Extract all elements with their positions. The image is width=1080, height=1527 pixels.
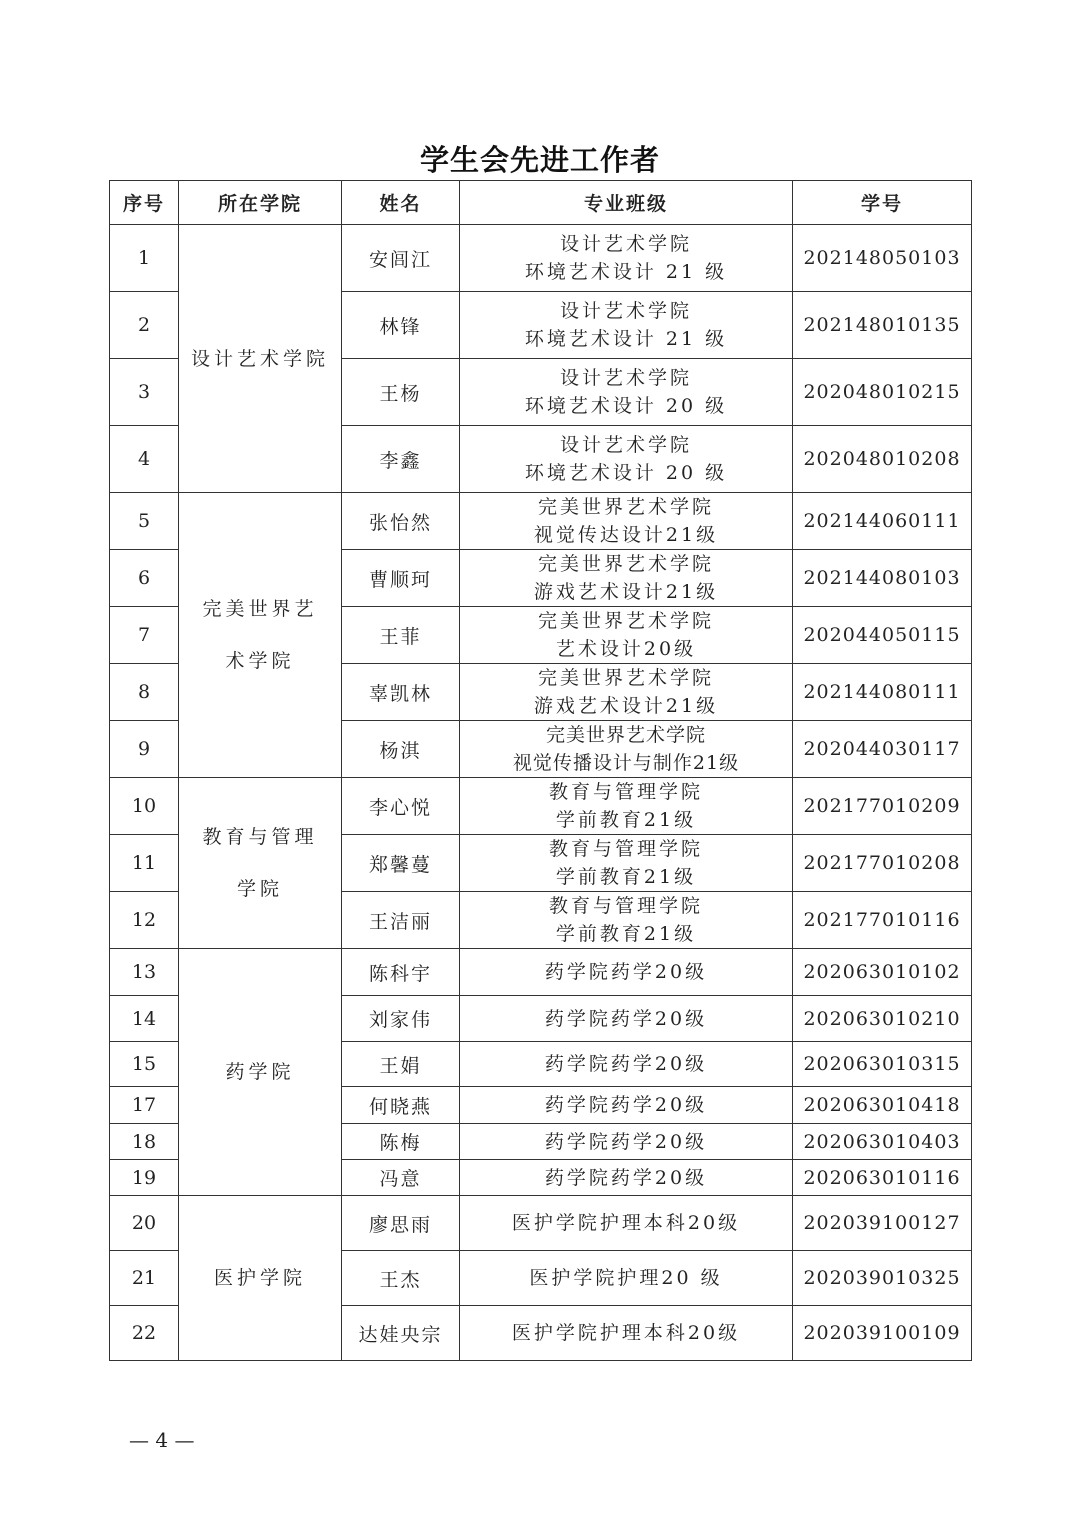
college-cell: 教育与管理学院 xyxy=(179,778,342,949)
seq-cell: 18 xyxy=(110,1124,179,1160)
major-line: 环境艺术设计 20 级 xyxy=(524,395,728,417)
table-row xyxy=(110,1196,972,1251)
college-cell: 药学院 xyxy=(179,949,342,1196)
major-line: 设计艺术学院 xyxy=(559,367,692,389)
college-cell: 设计艺术学院 xyxy=(179,225,342,493)
major-line: 环境艺术设计 21 级 xyxy=(524,261,728,283)
major-line: 视觉传达设计21级 xyxy=(533,524,719,546)
student-id-cell: 202177010208 xyxy=(793,835,972,892)
student-id-cell: 202148050103 xyxy=(793,225,972,292)
student-id-cell: 202039010325 xyxy=(793,1251,972,1306)
major-line: 教育与管理学院 xyxy=(548,781,703,803)
seq-cell: 4 xyxy=(110,426,179,493)
major-cell: 药学院药学20级 xyxy=(460,1160,793,1196)
college-cell: 完美世界艺术学院 xyxy=(179,493,342,778)
name-cell: 杨淇 xyxy=(342,721,460,778)
major-line: 完美世界艺术学院 xyxy=(537,667,714,689)
major-cell: 医护学院护理本科20级 xyxy=(460,1306,793,1361)
major-cell xyxy=(460,892,793,949)
seq-cell: 15 xyxy=(110,1042,179,1087)
student-id-cell: 202063010116 xyxy=(793,1160,972,1196)
header-name: 姓名 xyxy=(342,181,460,225)
roster-table xyxy=(109,180,972,1361)
student-id-cell: 202039100109 xyxy=(793,1306,972,1361)
name-cell: 王洁丽 xyxy=(342,892,460,949)
major-cell xyxy=(460,359,793,426)
major-line: 学前教育21级 xyxy=(555,809,697,831)
page-title: 学生会先进工作者 xyxy=(419,143,660,177)
student-id-cell: 202048010208 xyxy=(793,426,972,493)
seq-cell: 19 xyxy=(110,1160,179,1196)
major-line: 学前教育21级 xyxy=(555,866,697,888)
header-student-id: 学号 xyxy=(793,181,972,225)
major-line: 完美世界艺术学院 xyxy=(537,610,714,632)
name-cell: 廖思雨 xyxy=(342,1196,460,1251)
student-id-cell: 202063010210 xyxy=(793,996,972,1042)
name-cell: 陈科宇 xyxy=(342,949,460,996)
name-cell: 辜凯林 xyxy=(342,664,460,721)
seq-cell: 6 xyxy=(110,550,179,607)
major-cell: 药学院药学20级 xyxy=(460,949,793,996)
name-cell: 达娃央宗 xyxy=(342,1306,460,1361)
name-cell: 郑馨蔓 xyxy=(342,835,460,892)
seq-cell: 14 xyxy=(110,996,179,1042)
major-line: 教育与管理学院 xyxy=(548,838,703,860)
seq-cell: 9 xyxy=(110,721,179,778)
major-cell xyxy=(460,778,793,835)
major-cell: 药学院药学20级 xyxy=(460,996,793,1042)
student-id-cell: 202063010315 xyxy=(793,1042,972,1087)
student-id-cell: 202144080111 xyxy=(793,664,972,721)
seq-cell: 21 xyxy=(110,1251,179,1306)
major-line: 艺术设计20级 xyxy=(555,638,697,660)
student-id-cell: 202044030117 xyxy=(793,721,972,778)
name-cell: 王杨 xyxy=(342,359,460,426)
major-line: 设计艺术学院 xyxy=(559,434,692,456)
name-cell: 林锋 xyxy=(342,292,460,359)
seq-cell: 2 xyxy=(110,292,179,359)
seq-cell: 13 xyxy=(110,949,179,996)
student-id-cell: 202063010418 xyxy=(793,1087,972,1124)
major-line: 教育与管理学院 xyxy=(548,895,703,917)
student-id-cell: 202177010209 xyxy=(793,778,972,835)
header-row xyxy=(110,181,972,225)
name-cell: 何晓燕 xyxy=(342,1087,460,1124)
major-cell xyxy=(460,550,793,607)
major-line: 环境艺术设计 20 级 xyxy=(524,462,728,484)
name-cell: 安闾江 xyxy=(342,225,460,292)
table-row xyxy=(110,778,972,835)
seq-cell: 5 xyxy=(110,493,179,550)
seq-cell: 7 xyxy=(110,607,179,664)
student-id-cell: 202177010116 xyxy=(793,892,972,949)
seq-cell: 10 xyxy=(110,778,179,835)
student-id-cell: 202148010135 xyxy=(793,292,972,359)
seq-cell: 17 xyxy=(110,1087,179,1124)
name-cell: 王杰 xyxy=(342,1251,460,1306)
major-cell: 药学院药学20级 xyxy=(460,1124,793,1160)
student-id-cell: 202048010215 xyxy=(793,359,972,426)
major-line: 完美世界艺术学院 xyxy=(537,496,714,518)
major-cell xyxy=(460,835,793,892)
major-line: 视觉传播设计与制作21级 xyxy=(512,752,740,774)
major-cell xyxy=(460,721,793,778)
name-cell: 张怡然 xyxy=(342,493,460,550)
name-cell: 王菲 xyxy=(342,607,460,664)
major-cell xyxy=(460,493,793,550)
seq-cell: 11 xyxy=(110,835,179,892)
major-cell xyxy=(460,426,793,493)
major-line: 设计艺术学院 xyxy=(559,233,692,255)
seq-cell: 22 xyxy=(110,1306,179,1361)
major-cell xyxy=(460,664,793,721)
major-line: 设计艺术学院 xyxy=(559,300,692,322)
name-cell: 李鑫 xyxy=(342,426,460,493)
table-row xyxy=(110,493,972,550)
major-cell: 药学院药学20级 xyxy=(460,1087,793,1124)
seq-cell: 8 xyxy=(110,664,179,721)
student-id-cell: 202063010403 xyxy=(793,1124,972,1160)
header-college: 所在学院 xyxy=(179,181,342,225)
major-line: 游戏艺术设计21级 xyxy=(533,581,719,603)
student-id-cell: 202144080103 xyxy=(793,550,972,607)
major-line: 完美世界艺术学院 xyxy=(537,553,714,575)
major-cell: 医护学院护理20 级 xyxy=(460,1251,793,1306)
table-row xyxy=(110,225,972,292)
major-line: 完美世界艺术学院 xyxy=(545,724,706,746)
name-cell: 李心悦 xyxy=(342,778,460,835)
header-major: 专业班级 xyxy=(460,181,793,225)
header-seq: 序号 xyxy=(110,181,179,225)
major-line: 环境艺术设计 21 级 xyxy=(524,328,728,350)
major-line: 游戏艺术设计21级 xyxy=(533,695,719,717)
major-line: 学前教育21级 xyxy=(555,923,697,945)
student-id-cell: 202039100127 xyxy=(793,1196,972,1251)
student-id-cell: 202063010102 xyxy=(793,949,972,996)
name-cell: 曹顺珂 xyxy=(342,550,460,607)
seq-cell: 1 xyxy=(110,225,179,292)
major-cell xyxy=(460,292,793,359)
name-cell: 刘家伟 xyxy=(342,996,460,1042)
name-cell: 陈梅 xyxy=(342,1124,460,1160)
college-cell: 医护学院 xyxy=(179,1196,342,1361)
table-row xyxy=(110,949,972,996)
major-cell: 药学院药学20级 xyxy=(460,1042,793,1087)
page-number: — 4 — xyxy=(129,1428,195,1452)
major-cell: 医护学院护理本科20级 xyxy=(460,1196,793,1251)
student-id-cell: 202044050115 xyxy=(793,607,972,664)
seq-cell: 12 xyxy=(110,892,179,949)
name-cell: 冯意 xyxy=(342,1160,460,1196)
major-cell xyxy=(460,225,793,292)
seq-cell: 20 xyxy=(110,1196,179,1251)
name-cell: 王娟 xyxy=(342,1042,460,1087)
seq-cell: 3 xyxy=(110,359,179,426)
student-id-cell: 202144060111 xyxy=(793,493,972,550)
major-cell xyxy=(460,607,793,664)
